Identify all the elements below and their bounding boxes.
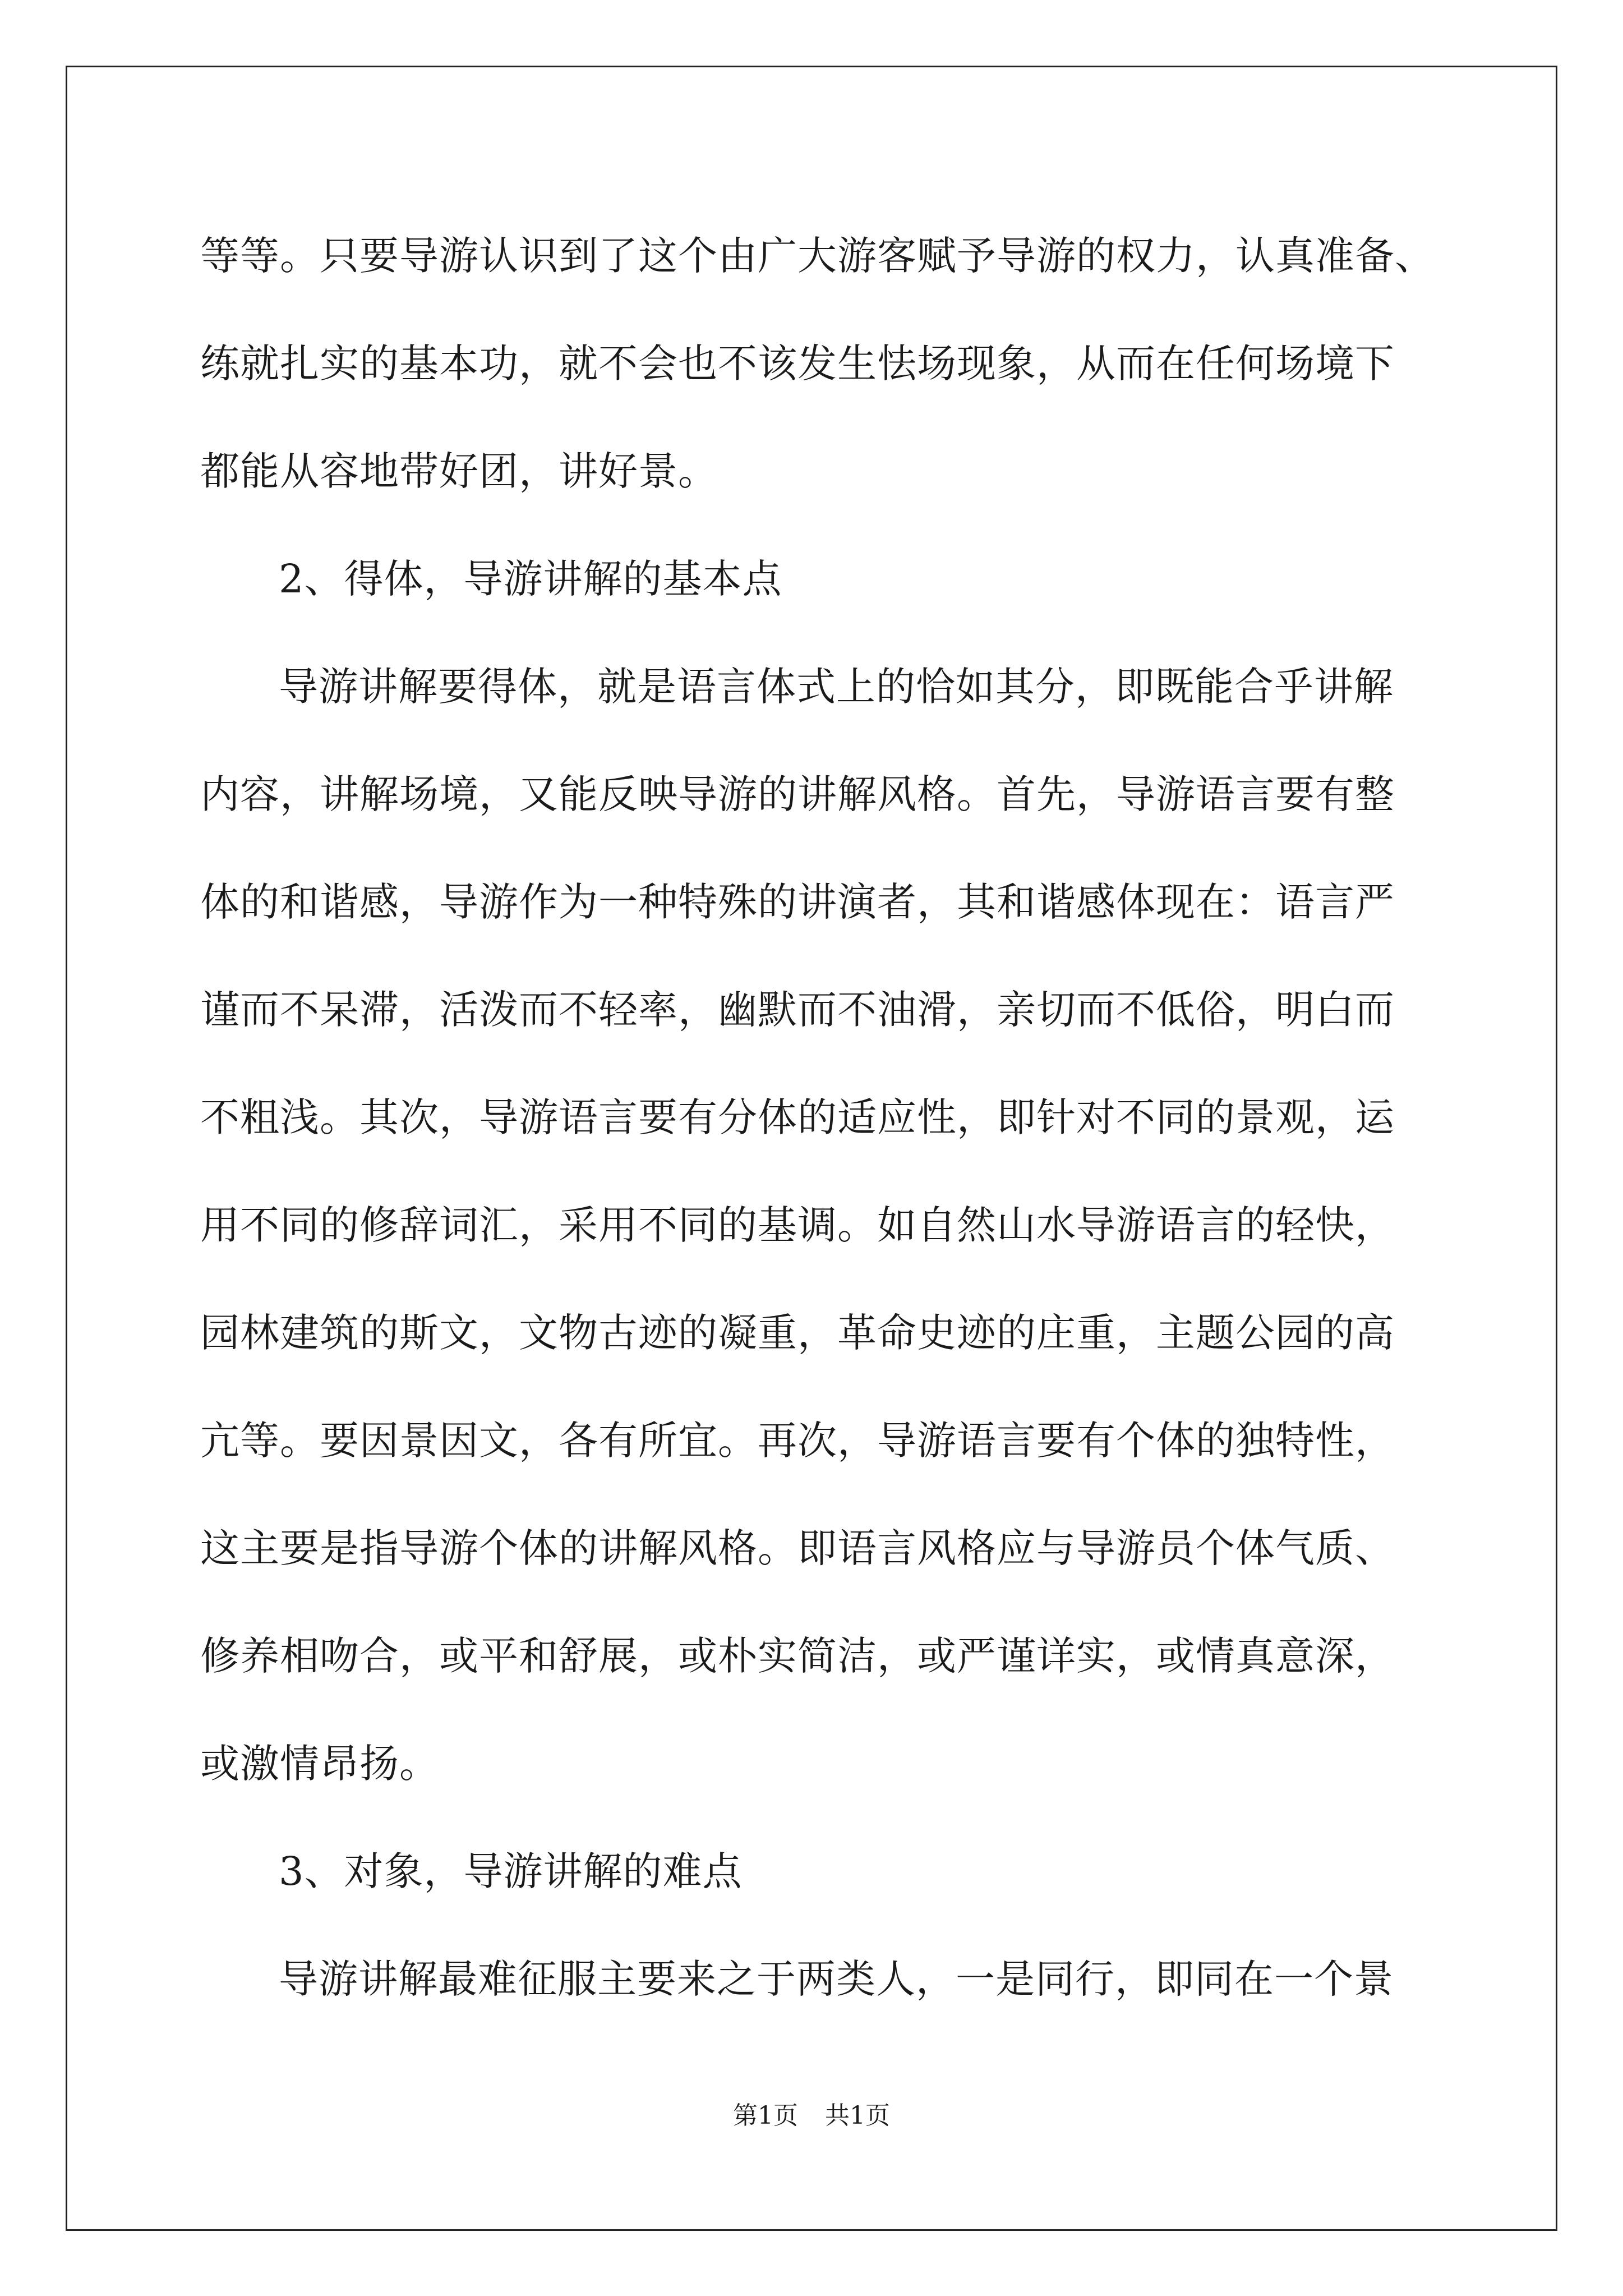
page-number-current: 第1页 [733,2101,798,2130]
text-line: 导游讲解最难征服主要来之于两类人，一是同行，即同在一个景 [279,1956,1394,2002]
section-heading: 3、对象，导游讲解的难点 [279,1848,743,1894]
page-number-total: 共1页 [825,2101,890,2130]
text-line: 体的和谐感，导游作为一种特殊的讲演者，其和谐感体现在：语言严 [200,879,1395,925]
text-line: 谨而不呆滞，活泼而不轻率，幽默而不油滑，亲切而不低俗，明白而 [200,987,1395,1033]
text-line: 或激情昂扬。 [200,1741,439,1787]
document-body [200,202,1434,2033]
text-line: 都能从容地带好团，讲好景。 [200,448,718,494]
text-line: 等等。只要导游认识到了这个由广大游客赋予导游的权力，认真准备、 [200,233,1435,279]
text-line: 用不同的修辞词汇，采用不同的基调。如自然山水导游语言的轻快， [200,1202,1395,1248]
text-line: 这主要是指导游个体的讲解风格。即语言风格应与导游员个体气质、 [200,1525,1395,1571]
text-line: 修养相吻合，或平和舒展，或朴实简洁，或严谨详实，或情真意深， [200,1633,1395,1679]
text-line: 不粗浅。其次，导游语言要有分体的适应性，即针对不同的景观，运 [200,1094,1395,1140]
page-footer [0,2099,1623,2133]
text-line: 导游讲解要得体，就是语言体式上的恰如其分，即既能合乎讲解 [279,664,1394,710]
text-line: 练就扎实的基本功，就不会也不该发生怯场现象，从而在任何场境下 [200,341,1395,386]
text-line: 亢等。要因景因文，各有所宜。再次，导游语言要有个体的独特性， [200,1418,1395,1464]
text-line: 内容，讲解场境，又能反映导游的讲解风格。首先，导游语言要有整 [200,771,1395,817]
text-line: 园林建筑的斯文，文物古迹的凝重，革命史迹的庄重，主题公园的高 [200,1310,1395,1356]
section-heading: 2、得体，导游讲解的基本点 [279,556,782,602]
